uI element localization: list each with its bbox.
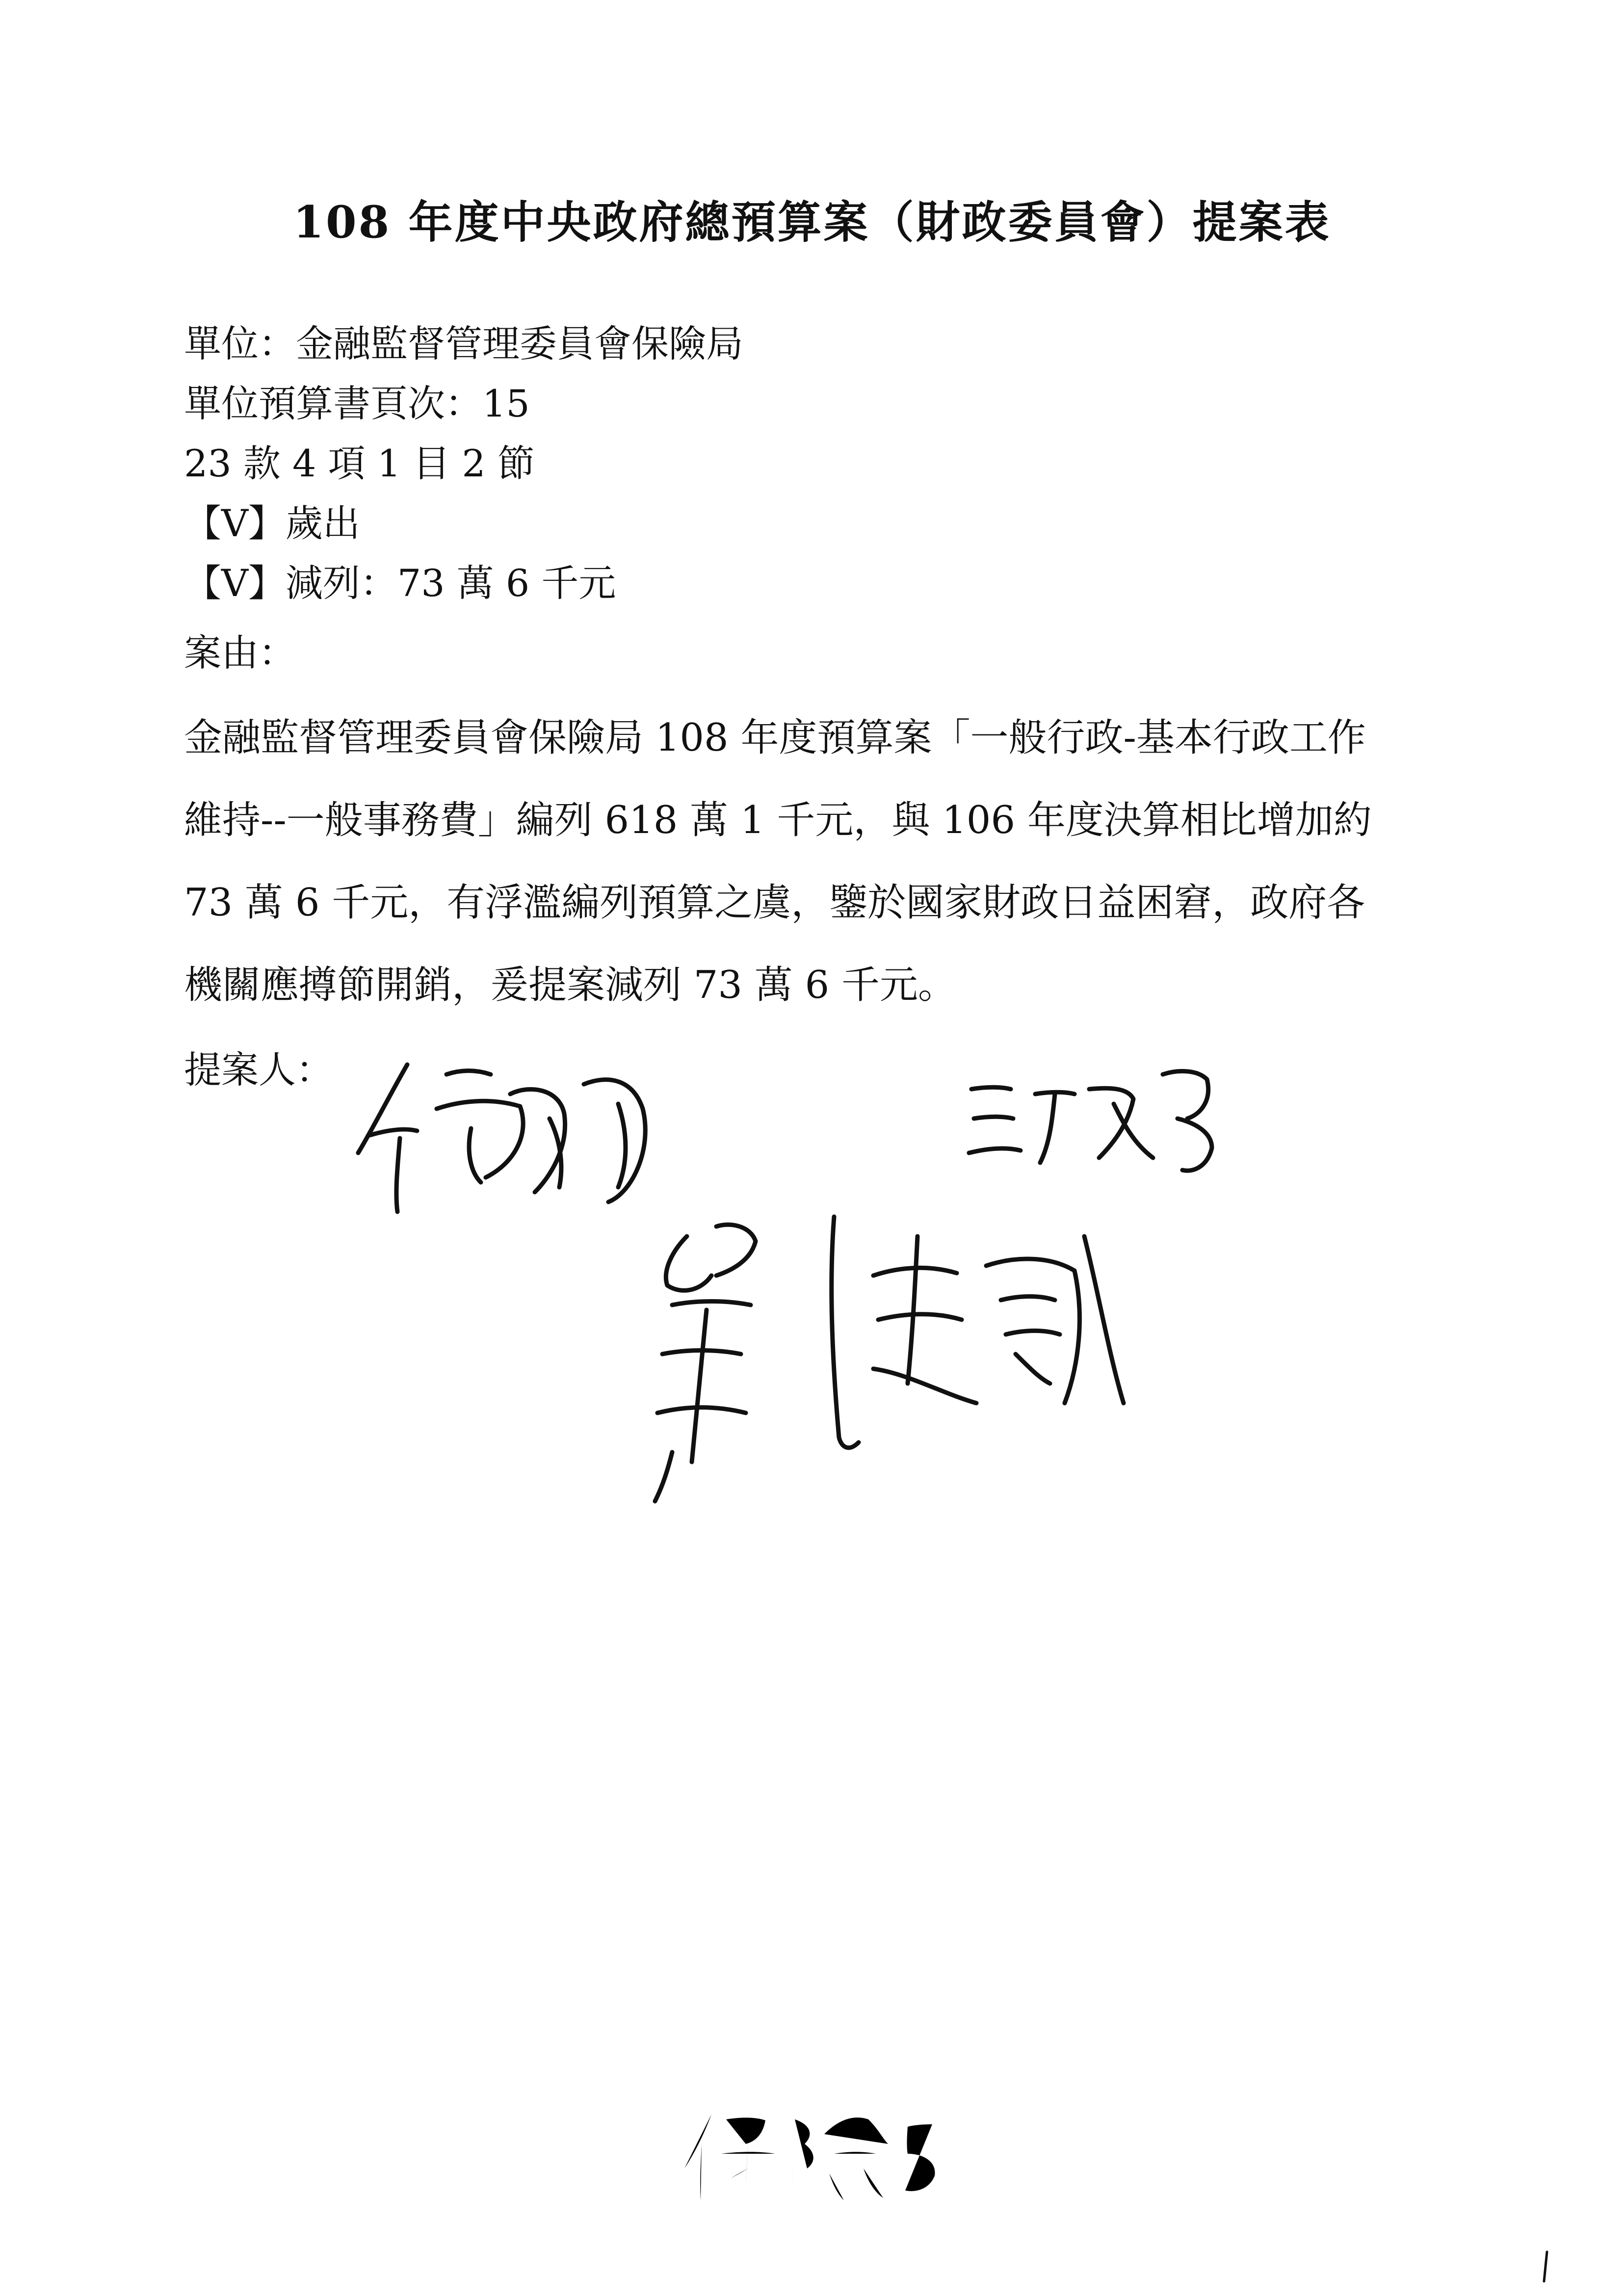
budget-page-line: 單位預算書頁次：15: [184, 382, 530, 425]
reason-body: [184, 697, 1469, 1026]
reason-line-4: 機關應撙節開銷，爰提案減列 73 萬 6 千元。: [184, 963, 957, 1007]
reason-line-2: 維持--一般事務費」編列 618 萬 1 千元，與 106 年度決算相比增加約: [184, 798, 1372, 842]
signature-3: [643, 1207, 1158, 1511]
category-line: 【V】歲出: [184, 501, 360, 545]
proposer-label: 提案人：: [184, 1048, 333, 1092]
reason-line-1: 金融監督管理委員會保險局 108 年度預算案「一般行政-基本行政工作: [184, 716, 1366, 760]
budget-code-line: 23 款 4 項 1 目 2 節: [184, 442, 535, 485]
reason-line-3: 73 萬 6 千元，有浮濫編列預算之虞，鑒於國家財政日益困窘，政府各: [184, 881, 1365, 925]
document-title: 108 年度中央政府總預算案（財政委員會）提案表: [293, 196, 1331, 248]
reduction-line: 【V】減列：73 萬 6 千元: [184, 561, 616, 605]
signature-1: [353, 1055, 707, 1217]
unit-line: 單位：金融監督管理委員會保險局: [184, 322, 743, 365]
signature-2: [967, 1060, 1251, 1177]
reason-label: 案由：: [184, 631, 296, 675]
page-mark: [1538, 2249, 1553, 2286]
handwritten-footer-note: [682, 2105, 957, 2205]
document-meta: [184, 314, 743, 613]
